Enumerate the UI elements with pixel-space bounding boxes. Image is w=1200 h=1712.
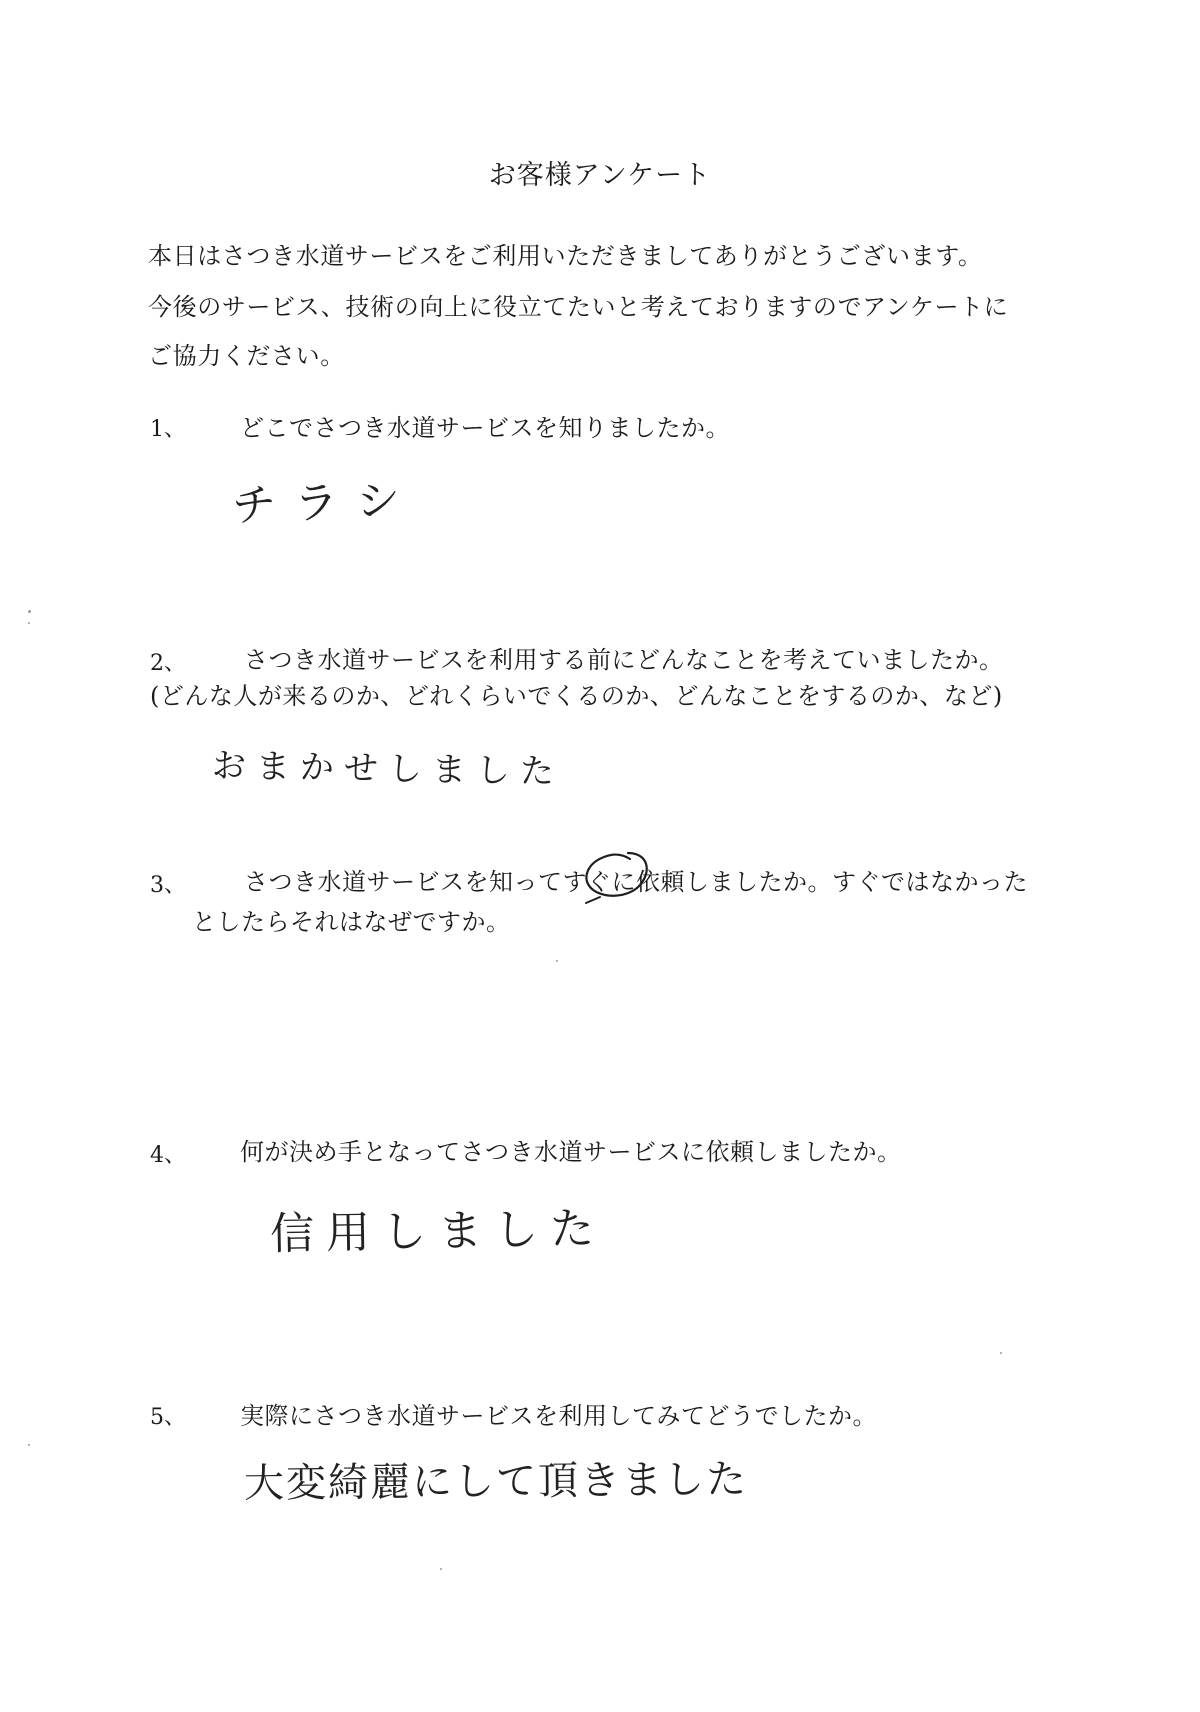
question-4-number: 4、 [150, 1143, 186, 1168]
question-5-number: 5、 [150, 1405, 186, 1430]
question-3-number: 3、 [150, 873, 186, 898]
question-1-number: 1、 [150, 417, 186, 442]
scan-speck [28, 1444, 30, 1446]
scan-speck [556, 960, 558, 962]
question-2-answer: おまかせしました [211, 746, 565, 793]
scan-speck [28, 622, 30, 624]
question-3-text-line-2: としたらそれはなぜですか。 [192, 908, 511, 936]
question-1-answer: チラシ [231, 474, 419, 532]
question-1-text: どこでさつき水道サービスを知りましたか。 [240, 414, 730, 442]
question-2-number: 2、 [150, 651, 186, 676]
intro-line-1: 本日はさつき水道サービスをご利用いただきましてありがとうございます。 [148, 242, 983, 270]
page-title: お客様アンケート [488, 160, 712, 191]
question-2-text-line-2: (どんな人が来るのか、どれくらいでくるのか、どんなことをするのか、など) [150, 682, 1003, 710]
question-3-text-line-1: さつき水道サービスを知ってすぐに依頼しましたか。すぐではなかった [244, 868, 1028, 896]
question-4-text: 何が決め手となってさつき水道サービスに依頼しましたか。 [240, 1138, 902, 1166]
intro-line-3: ご協力ください。 [148, 342, 345, 370]
scan-speck [28, 610, 31, 613]
intro-line-2: 今後のサービス、技術の向上に役立てたいと考えておりますのでアンケートに [148, 293, 1009, 321]
scan-speck [440, 1568, 442, 1570]
scan-speck [1000, 1352, 1002, 1354]
question-5-text: 実際にさつき水道サービスを利用してみてどうでしたか。 [240, 1402, 877, 1430]
question-4-answer: 信用しました [269, 1203, 607, 1260]
question-2-text-line-1: さつき水道サービスを利用する前にどんなことを考えていましたか。 [244, 646, 1004, 674]
question-5-answer: 大変綺麗にして頂きました [243, 1456, 749, 1507]
